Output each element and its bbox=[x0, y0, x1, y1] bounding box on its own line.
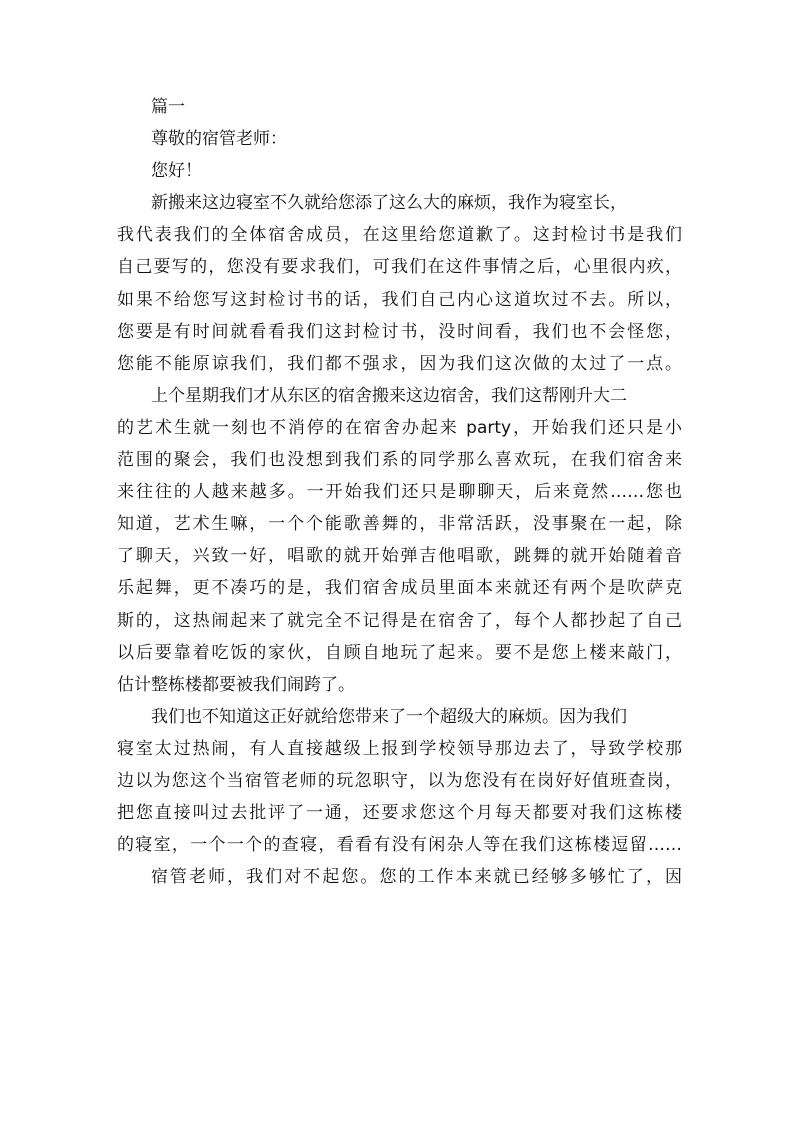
paragraph-line: 您能不能原谅我们，我们都不强求，因为我们这次做的太过了一点。 bbox=[117, 353, 682, 374]
paragraph-line: 的寝室，一个一个的查寝，看看有没有闲杂人等在我们这栋楼逗留…… bbox=[117, 835, 682, 856]
paragraph-line: 斯的，这热闹起来了就完全不记得是在宿舍了，每个人都抄起了自己 bbox=[117, 610, 682, 631]
paragraph-line: 的艺术生就一刻也不消停的在宿舍办起来 party，开始我们还只是小 bbox=[117, 417, 682, 438]
paragraph-line: 知道，艺术生嘛，一个个能歌善舞的，非常活跃，没事聚在一起，除 bbox=[117, 514, 682, 535]
paragraph-line: 上个星期我们才从东区的宿舍搬来这边宿舍，我们这帮刚升大二 bbox=[151, 385, 627, 406]
paragraph-1 bbox=[117, 187, 682, 380]
paragraph-line: 估计整栋楼都要被我们闹跨了。 bbox=[117, 674, 355, 695]
paragraph-line: 我代表我们的全体宿舍成员，在这里给您道歉了。这封检讨书是我们 bbox=[117, 225, 682, 246]
paragraph-line: 自己要写的，您没有要求我们，可我们在这件事情之后，心里很内疚， bbox=[117, 257, 682, 278]
paragraph-2 bbox=[117, 380, 682, 701]
paragraph-line: 把您直接叫过去批评了一通，还要求您这个月每天都要对我们这栋楼 bbox=[117, 803, 682, 824]
document-heading: 篇一 bbox=[151, 97, 185, 117]
paragraph-line: 新搬来这边寝室不久就给您添了这么大的麻烦，我作为寝室长， bbox=[151, 193, 627, 214]
paragraph-4 bbox=[117, 861, 682, 893]
paragraph-line: 宿管老师，我们对不起您。您的工作本来就已经够多够忙了，因 bbox=[151, 867, 682, 888]
paragraph-line: 边以为您这个当宿管老师的玩忽职守，以为您没有在岗好好值班查岗， bbox=[117, 770, 682, 791]
paragraph-line: 范围的聚会，我们也没想到我们系的同学那么喜欢玩，在我们宿舍来 bbox=[117, 450, 682, 471]
salutation: 尊敬的宿管老师： bbox=[151, 129, 287, 150]
paragraph-line: 乐起舞，更不凑巧的是，我们宿舍成员里面本来就还有两个是吹萨克 bbox=[117, 578, 682, 599]
paragraph-line: 来往往的人越来越多。一开始我们还只是聊聊天，后来竟然……您也 bbox=[117, 482, 682, 503]
paragraph-line: 我们也不知道这正好就给您带来了一个超级大的麻烦。因为我们 bbox=[151, 706, 627, 727]
paragraph-line: 以后要靠着吃饭的家伙，自顾自地玩了起来。要不是您上楼来敲门， bbox=[117, 642, 682, 663]
paragraph-line: 了聊天，兴致一好，唱歌的就开始弹吉他唱歌，跳舞的就开始随着音 bbox=[117, 546, 682, 567]
paragraph-line: 您要是有时间就看看我们这封检讨书，没时间看，我们也不会怪您， bbox=[117, 321, 682, 342]
letter-body bbox=[117, 91, 682, 893]
greeting: 您好！ bbox=[151, 161, 202, 182]
paragraph-line: 寝室太过热闹，有人直接越级上报到学校领导那边去了，导致学校那 bbox=[117, 738, 682, 759]
paragraph-line: 如果不给您写这封检讨书的话，我们自己内心这道坎过不去。所以， bbox=[117, 289, 682, 310]
paragraph-3 bbox=[117, 701, 682, 861]
